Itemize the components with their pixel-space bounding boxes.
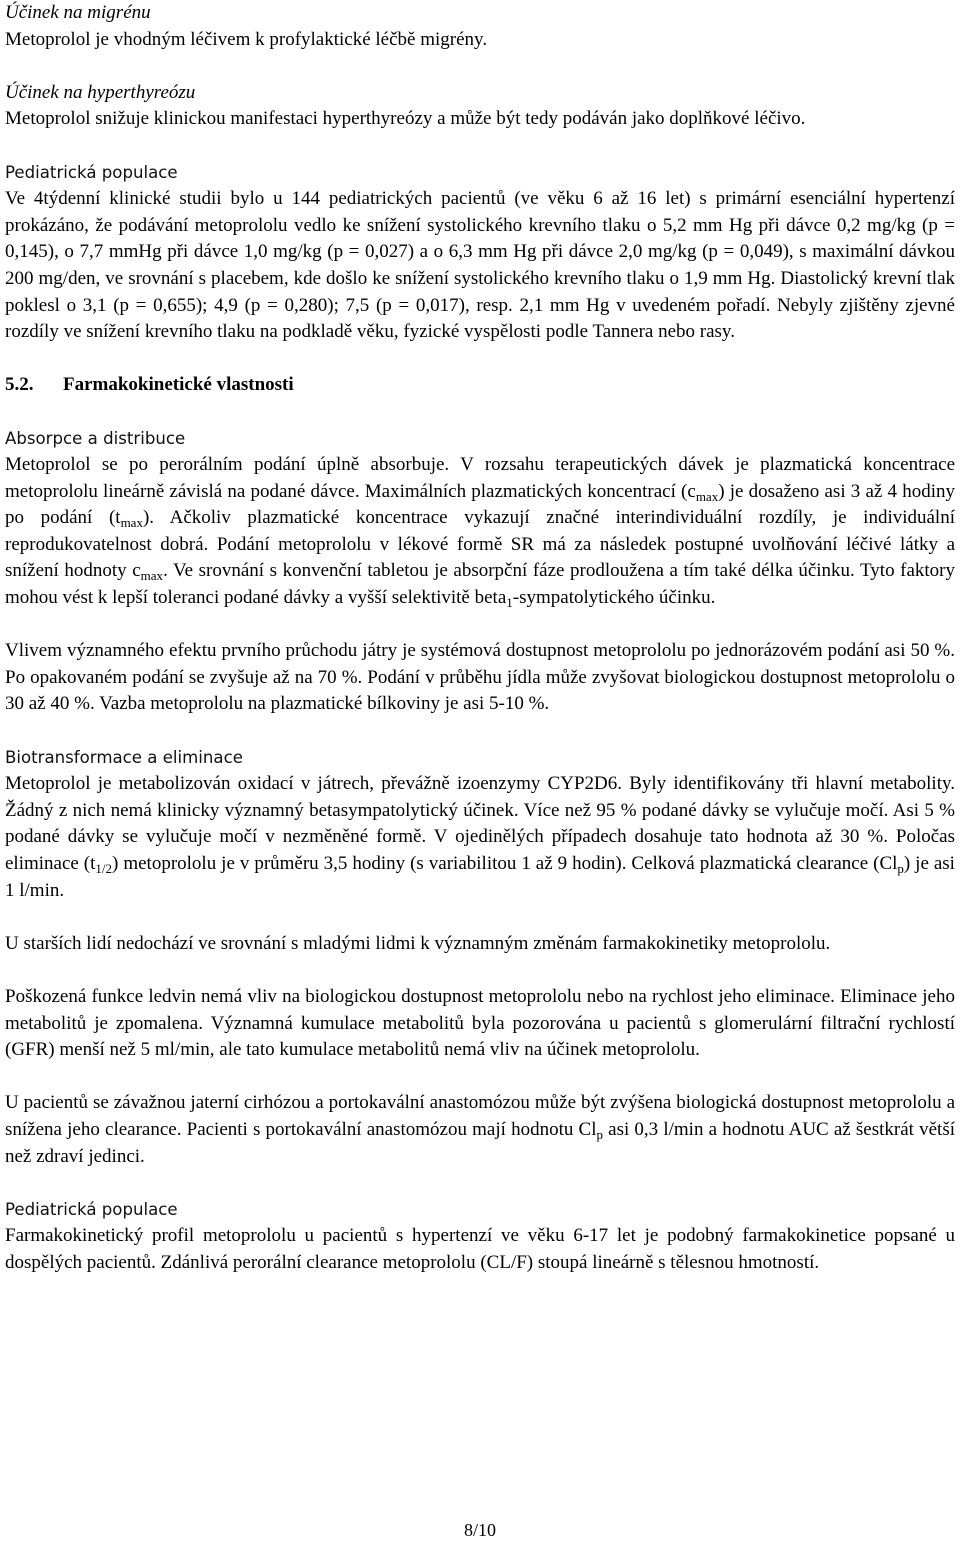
paragraph-hyperthyroid: Metoprolol snižuje klinickou manifestaci hyperthyreózy a může být tedy podáván jako doplňkové léčivo.	[5, 108, 806, 130]
section-heading-biotransformation: Biotransformace a eliminace	[5, 747, 243, 767]
paragraph-absorption-2: Vlivem významného efektu prvního průchodu játry je systémová dostupnost metoprololu po jednorázovém podání asi 50 %. Po opakovaném podání se zvyšuje až na 70 %. Podání v průběhu jídla může zvyšovat biologickou dostupnost metoprololu o 30 až 40 %. Vazba metoprololu na plazmatické bílkoviny je asi 5-10 %.	[5, 640, 955, 715]
text-run: -sympatolytického účinku.	[512, 587, 716, 609]
section-heading-pediatric-pk: Pediatrická populace	[5, 1199, 178, 1219]
subscript: 1/2	[95, 861, 113, 876]
paragraph-biotransformation-1	[5, 771, 955, 904]
section-heading-migraine: Účinek na migrénu	[5, 2, 151, 23]
text-run: Metoprolol se po perorálním podání úplně absorbuje. V rozsahu terapeutických dávek je plazmatická koncentrace metoprololu lineárně závislá na podané dávce. Maximálních plazmatických koncentrací (c	[5, 454, 955, 502]
spacer	[5, 718, 955, 745]
subscript: 1	[506, 595, 513, 611]
spacer	[5, 612, 955, 639]
text-run: . Ve srovnání s konvenční tabletou je absorpční fáze prodloužena a tím také délka účinku. Tyto faktory mohou vést k lepší toleranci podané dávky a vyšší selektivitě beta	[5, 560, 956, 609]
spacer	[5, 133, 955, 160]
paragraph-pediatric: Ve 4týdenní klinické studii bylo u 144 pediatrických pacientů (ve věku 6 až 16 let) s primární esenciální hypertenzí prokázáno, že podávání metoprololu vedlo ke snížení systolického krevního tlaku o 5,2 mm Hg při dávce 0,2 mg/kg (p = 0,145), o 7,7 mmHg při dávce 1,0 mg/kg (p = 0,027) a o 6,3 mm Hg při dávce 2,0 mg/kg (p = 0,049), s maximální dávkou 200 mg/den, ve srovnání s placebem, kde došlo ke snížení systolického krevního tlaku o 1,9 mm Hg. Diastolický krevní tlak poklesl o 3,1 (p = 0,655); 4,9 (p = 0,280); 7,5 (p = 0,017), resp. 2,1 mm Hg v uvedeném pořadí. Nebyly zjištěny zjevné rozdíly ve snížení krevního tlaku na podkladě věku, fyzické vyspělosti podle Tannera nebo rasy.	[5, 188, 955, 343]
text-run: Metoprolol je metabolizován oxidací v játrech, převážně izoenzymy CYP2D6. Byly identifikovány tři hlavní metabolity. Žádný z nich nemá klinicky významný betasympatolytický účinek. Více než 95 % podané dávky se vylučuje močí. Asi 5 % podané dávky se vylučuje močí v nezměněné formě. V ojedinělých případech dosahuje tato hodnota až 30 %. Poločas eliminace (t	[5, 773, 955, 874]
paragraph-biotransformation-3: Poškozená funkce ledvin nemá vliv na biologickou dostupnost metoprololu nebo na rychlost jeho eliminace. Eliminace jeho metabolitů je zpomalena. Významná kumulace metabolitů byla pozorována u pacientů s glomerulární filtrační rychlostí (GFR) menší než 5 ml/min, ale tato kumulace metabolitů nemá vliv na účinek metoprololu.	[5, 985, 955, 1061]
text-run: ). Ačkoliv plazmatické koncentrace vykazují značné interindividuální rozdíly, je individuální reprodukovatelnost dobrá. Podání metoprololu v lékové formě SR má za následek postupné uvolňování léčivé látky a snížení hodnoty c	[5, 507, 955, 582]
spacer	[5, 399, 955, 426]
chapter-number: 5.2.	[5, 374, 34, 396]
chapter-heading	[5, 372, 955, 399]
section-heading-pediatric: Pediatrická populace	[5, 162, 178, 182]
paragraph-absorption-1	[5, 452, 955, 612]
spacer	[5, 904, 955, 931]
subscript: p	[596, 1126, 603, 1142]
text-run: ) je dosaženo asi 3 až 4 hodiny po podání (t	[5, 480, 955, 529]
section-heading-hyperthyroid: Účinek na hyperthyreózu	[5, 81, 196, 103]
text-run: asi 0,3 l/min a hodnotu AUC až šestkrát větší než zdraví jedinci.	[5, 1118, 955, 1167]
subscript: max	[140, 568, 164, 584]
document-page	[5, 0, 955, 1277]
chapter-title: Farmakokinetické vlastnosti	[63, 374, 294, 396]
text-run: ) metoprololu je v průměru 3,5 hodiny (s variabilitou 1 až 9 hodin). Celková plazmatická clearance (Cl	[112, 853, 898, 874]
spacer	[5, 53, 955, 80]
spacer	[5, 957, 955, 984]
text-run: U pacientů se závažnou jaterní cirhózou a portokavální anastomózou může být zvýšena biologická dostupnost metoprololu a snížena jeho clearance. Pacienti s portokavální anastomózou mají hodnotu Cl	[5, 1092, 955, 1140]
spacer	[5, 1170, 955, 1197]
spacer	[5, 346, 955, 373]
subscript: p	[897, 861, 904, 876]
subscript: max	[695, 488, 719, 504]
spacer	[5, 1064, 955, 1091]
subscript: max	[120, 515, 143, 531]
paragraph-pediatric-pk: Farmakokinetický profil metoprololu u pacientů s hypertenzí ve věku 6-17 let je podobný farmakokinetice popsané u dospělých pacientů. Zdánlivá perorální clearance metoprololu (CL/F) stoupá lineárně s tělesnou hmotností.	[5, 1225, 955, 1273]
section-heading-absorption: Absorpce a distribuce	[5, 428, 186, 448]
paragraph-biotransformation-4	[5, 1090, 955, 1170]
paragraph-biotransformation-2: U starších lidí nedochází ve srovnání s mladými lidmi k významným změnám farmakokinetiky metoprololu.	[5, 932, 831, 954]
text-run: ) je asi 1 l/min.	[5, 853, 955, 901]
paragraph-migraine: Metoprolol je vhodným léčivem k profylaktické léčbě migrény.	[5, 28, 488, 50]
page-number: 8/10	[463, 1520, 496, 1540]
